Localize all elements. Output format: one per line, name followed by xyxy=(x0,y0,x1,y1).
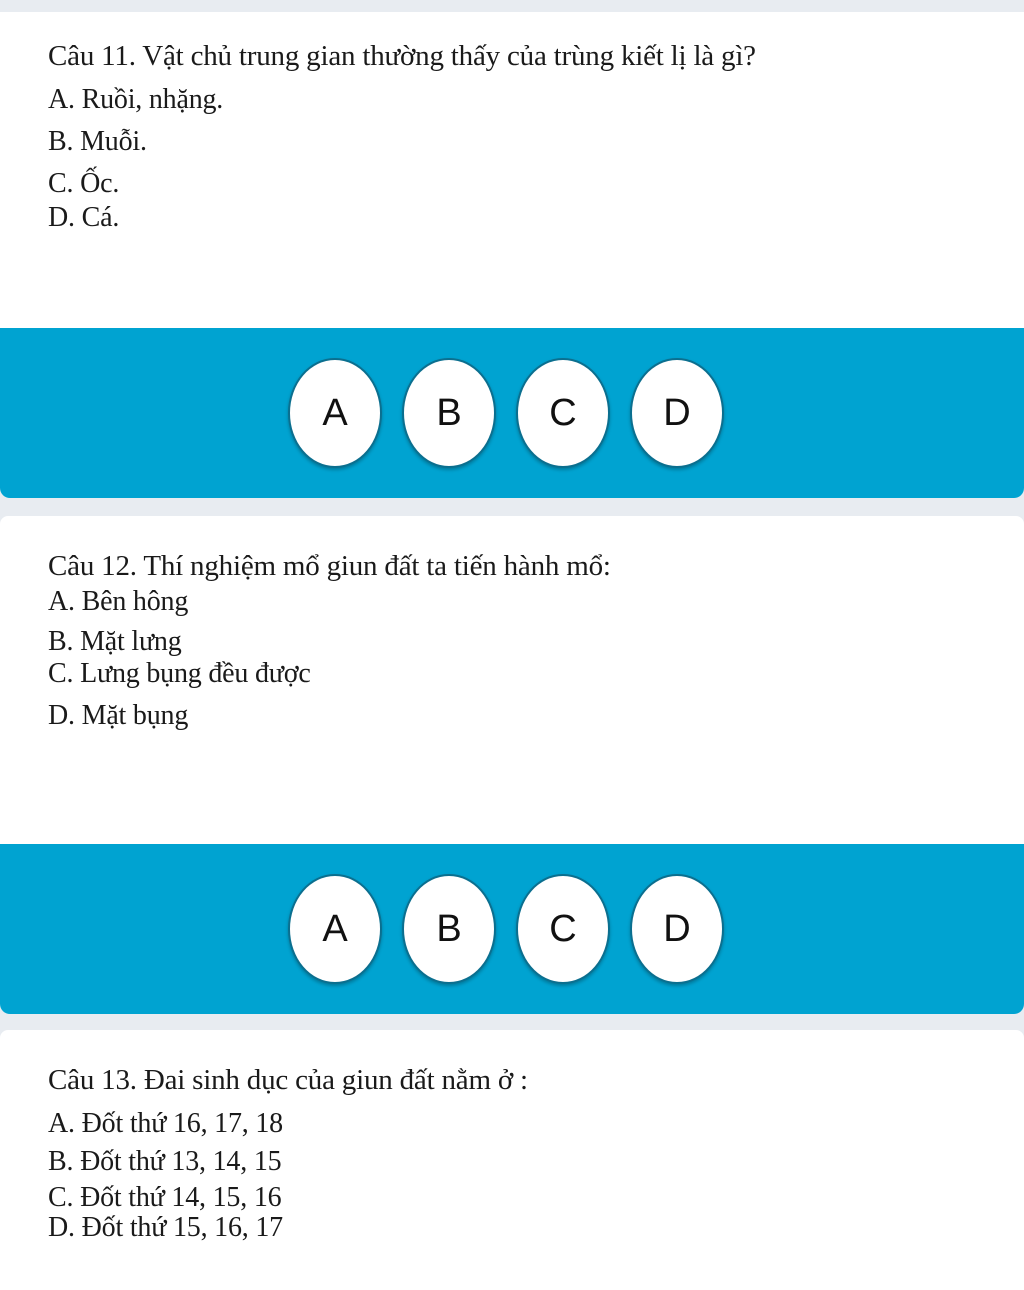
answer-button-d[interactable]: D xyxy=(630,358,724,468)
option-c-text: C. Lưng bụng đều được xyxy=(48,658,311,689)
question-text: Câu 12. Thí nghiệm mổ giun đất ta tiến hành mổ: xyxy=(48,550,611,582)
option-d-text: D. Đốt thứ 15, 16, 17 xyxy=(48,1212,283,1243)
answer-button-d[interactable]: D xyxy=(630,874,724,984)
answer-button-b[interactable]: B xyxy=(402,358,496,468)
answer-button-c[interactable]: C xyxy=(516,874,610,984)
option-a-text: A. Đốt thứ 16, 17, 18 xyxy=(48,1108,283,1139)
option-b-text: B. Muỗi. xyxy=(48,126,147,157)
option-b-text: B. Mặt lưng xyxy=(48,626,182,657)
option-d-text: D. Cá. xyxy=(48,202,120,233)
answer-button-c[interactable]: C xyxy=(516,358,610,468)
question-card-11 xyxy=(0,12,1024,498)
option-d-text: D. Mặt bụng xyxy=(48,700,189,731)
option-c-text: C. Đốt thứ 14, 15, 16 xyxy=(48,1182,282,1213)
question-text: Câu 13. Đai sinh dục của giun đất nằm ở : xyxy=(48,1064,528,1096)
option-c-text: C. Ốc. xyxy=(48,168,120,199)
option-b-text: B. Đốt thứ 13, 14, 15 xyxy=(48,1146,282,1177)
option-a-text: A. Bên hông xyxy=(48,586,189,617)
question-card-13 xyxy=(0,1030,1024,1290)
answer-button-a[interactable]: A xyxy=(288,874,382,984)
option-a-text: A. Ruồi, nhặng. xyxy=(48,84,224,115)
question-card-12 xyxy=(0,516,1024,1014)
answer-bar xyxy=(0,844,1024,1014)
question-text: Câu 11. Vật chủ trung gian thường thấy của trùng kiết lị là gì? xyxy=(48,40,756,72)
answer-bar xyxy=(0,328,1024,498)
answer-button-a[interactable]: A xyxy=(288,358,382,468)
answer-button-b[interactable]: B xyxy=(402,874,496,984)
